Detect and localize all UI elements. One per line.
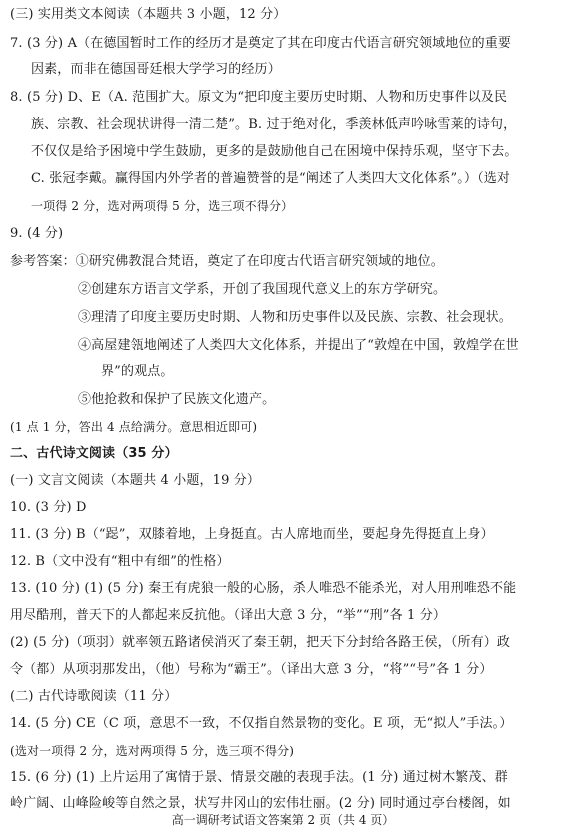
answer-13-line-4: 令（都）从项羽那发出，（他）号称为“霸王”。（译出大意 3 分，“将”“号”各 1 分） <box>10 662 493 677</box>
page-footer: 高一调研考试语文答案第 2 页（共 4 页） <box>171 813 395 827</box>
answer-12: 12. B（文中没有“粗中有细”的性格） <box>10 554 230 569</box>
answer-9-point-1: 参考答案：①研究佛教混合梵语，奠定了在印度古代语言研究领域的地位。 <box>10 254 444 269</box>
answer-9-header: 9. (4 分) <box>10 226 64 241</box>
answer-13-line-3: (2) (5 分)（项羽）就率领五路诸侯消灭了秦王朝，把天下分封给各路王侯，（所有）政 <box>10 635 511 650</box>
answer-9-scoring-note: (1 点 1 分，答出 4 点给满分。意思相近即可) <box>10 420 258 434</box>
answer-11: 11. (3 分) B（“跽”，双膝着地，上身挺直。古人席地而坐，要起身先得挺直上身） <box>10 527 494 542</box>
answer-8-scoring-note: 一项得 2 分，选对两项得 5 分，选三项不得分） <box>31 199 294 213</box>
answer-14-scoring-note: (选对一项得 2 分，选对两项得 5 分，选三项不得分) <box>10 744 295 758</box>
answer-9-point-4: ④高屋建瓴地阐述了人类四大文化体系，并提出了“敦煌在中国，敦煌学在世 <box>78 338 519 353</box>
answer-9-point-5: ⑤他抢救和保护了民族文化遗产。 <box>78 392 276 407</box>
answer-13-line-2: 用尽酷刑，普天下的人都起来反抗他。（译出大意 3 分，“举”“刑”各 1 分） <box>10 608 447 623</box>
subsection-heading-classical-prose: (一) 文言文阅读（本题共 4 小题，19 分） <box>10 473 261 488</box>
answer-8-line-3: 不仅仅是给予困境中学生鼓励，更多的是鼓励他自己在困境中保持乐观，坚守下去。 <box>31 144 518 159</box>
section-heading-classical-poetry: 二、古代诗文阅读（35 分） <box>10 446 178 461</box>
answer-14: 14. (5 分) CE（C 项，意思不一致，不仅指自然景物的变化。E 项，无“拟人”手法。） <box>10 716 513 731</box>
answer-7-line-2: 因素，而非在德国哥廷根大学学习的经历） <box>31 62 281 77</box>
answer-9-point-2: ②创建东方语言文学系，开创了我国现代意义上的东方学研究。 <box>78 282 447 297</box>
answer-7-line-1: 7. (3 分) A（在德国暂时工作的经历才是奠定了其在印度古代语言研究领域地位的重要 <box>10 36 512 51</box>
section-heading-practical-reading: (三) 实用类文本阅读（本题共 3 小题，12 分） <box>10 7 287 22</box>
answer-9-point-3: ③理清了印度主要历史时期、人物和历史事件以及民族、宗教、社会现状。 <box>78 310 512 325</box>
answer-15-line-2: 岭广阔、山峰险峻等自然之景，状写井冈山的宏伟壮丽。(2 分) 同时通过亭台楼阁，如 <box>10 796 511 811</box>
answer-9-point-4-cont: 界”的观点。 <box>101 364 174 379</box>
subsection-heading-ancient-poetry: (二) 古代诗歌阅读（11 分） <box>10 689 178 704</box>
answer-13-line-1: 13. (10 分) (1) (5 分) 秦王有虎狼一般的心肠，杀人唯恐不能杀光，对人用刑唯恐不能 <box>10 581 517 596</box>
answer-8-line-2: 族、宗教、社会现状讲得一清二楚”。B. 过于绝对化，季羡林低声吟咏雪莱的诗句， <box>31 117 517 132</box>
answer-8-line-4: C. 张冠李戴。赢得国内外学者的普遍赞誉的是“阐述了人类四大文化体系”。）（选对 <box>31 171 511 186</box>
answer-10: 10. (3 分) D <box>10 500 87 515</box>
answer-15-line-1: 15. (6 分) (1) 上片运用了寓情于景、情景交融的表现手法。(1 分) 通过树木繁茂、群 <box>10 770 508 785</box>
answer-8-line-1: 8. (5 分) D、E（A. 范围扩大。原文为“把印度主要历史时期、人物和历史事件以及民 <box>10 90 508 105</box>
